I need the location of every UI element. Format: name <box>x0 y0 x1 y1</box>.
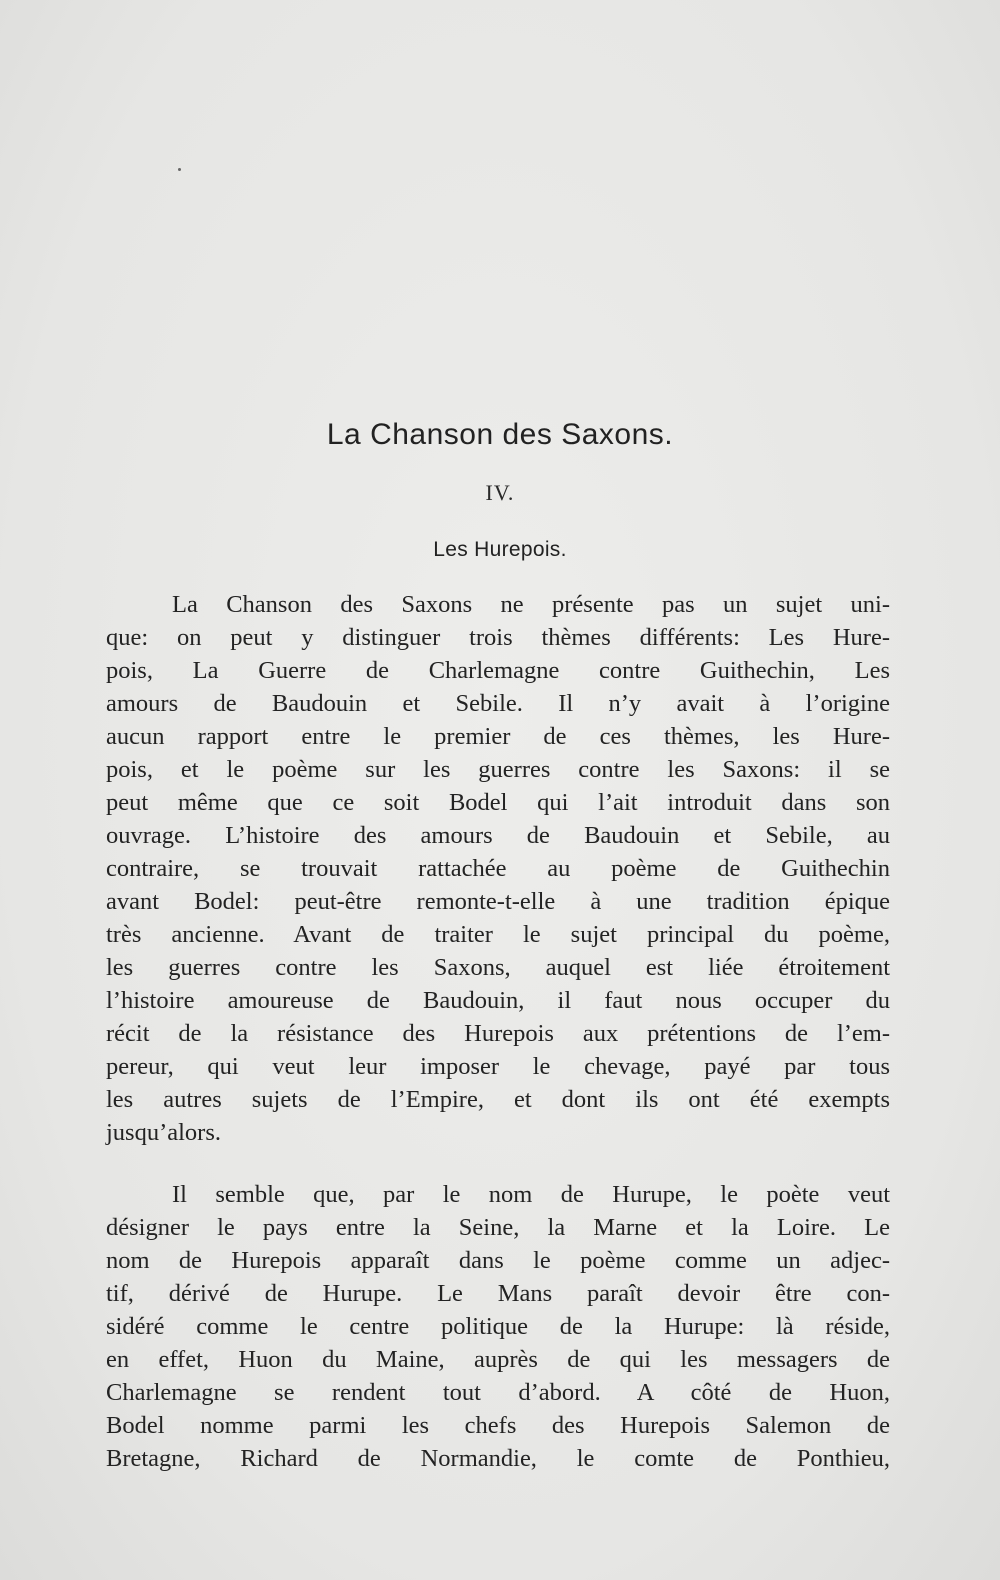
page-title: La Chanson des Saxons. <box>326 418 674 451</box>
text-line: les guerres contre les Saxons, auquel est liée étroitement <box>106 954 890 981</box>
text-line: les autres sujets de l’Empire, et dont ils ont été exempts <box>106 1086 890 1113</box>
text-line: Il semble que, par le nom de Hurupe, le poète veut <box>172 1181 890 1208</box>
text-line: Charlemagne se rendent tout d’abord. A côté de Huon, <box>106 1379 890 1406</box>
text-line: amours de Baudouin et Sebile. Il n’y avait à l’origine <box>106 690 890 717</box>
text-line: pois, La Guerre de Charlemagne contre Guithechin, Les <box>106 657 890 684</box>
text-line: pereur, qui veut leur imposer le chevage, payé par tous <box>106 1053 890 1080</box>
text-line: Bretagne, Richard de Normandie, le comte de Ponthieu, <box>106 1445 890 1472</box>
text-line: peut même que ce soit Bodel qui l’ait introduit dans son <box>106 789 890 816</box>
text-line: contraire, se trouvait rattachée au poème de Guithechin <box>106 855 890 882</box>
text-line: ouvrage. L’histoire des amours de Baudouin et Sebile, au <box>106 822 890 849</box>
text-line: l’histoire amoureuse de Baudouin, il faut nous occuper du <box>106 987 890 1014</box>
text-line: récit de la résistance des Hurepois aux prétentions de l’em- <box>106 1020 890 1047</box>
ink-speck <box>178 168 181 171</box>
text-line: pois, et le poème sur les guerres contre les Saxons: il se <box>106 756 890 783</box>
section-title: Les Hurepois. <box>433 538 567 561</box>
text-line: avant Bodel: peut-être remonte-t-elle à une tradition épique <box>106 888 890 915</box>
text-line: La Chanson des Saxons ne présente pas un sujet uni- <box>172 591 890 618</box>
text-line: très ancienne. Avant de traiter le sujet principal du poème, <box>106 921 890 948</box>
paragraph-2 <box>106 1178 890 1475</box>
text-line: en effet, Huon du Maine, auprès de qui les messagers de <box>106 1346 890 1373</box>
chapter-number: IV. <box>485 480 515 505</box>
text-line: Bodel nomme parmi les chefs des Hurepois Salemon de <box>106 1412 890 1439</box>
text-line: que: on peut y distinguer trois thèmes différents: Les Hure- <box>106 624 890 651</box>
text-line: sidéré comme le centre politique de la Hurupe: là réside, <box>106 1313 890 1340</box>
text-line: nom de Hurepois apparaît dans le poème comme un adjec- <box>106 1247 890 1274</box>
text-line: aucun rapport entre le premier de ces thèmes, les Hure- <box>106 723 890 750</box>
text-line: désigner le pays entre la Seine, la Marne et la Loire. Le <box>106 1214 890 1241</box>
paragraph-1 <box>106 588 890 1149</box>
text-line: jusqu’alors. <box>106 1119 221 1146</box>
text-line: tif, dérivé de Hurupe. Le Mans paraît devoir être con- <box>106 1280 890 1307</box>
